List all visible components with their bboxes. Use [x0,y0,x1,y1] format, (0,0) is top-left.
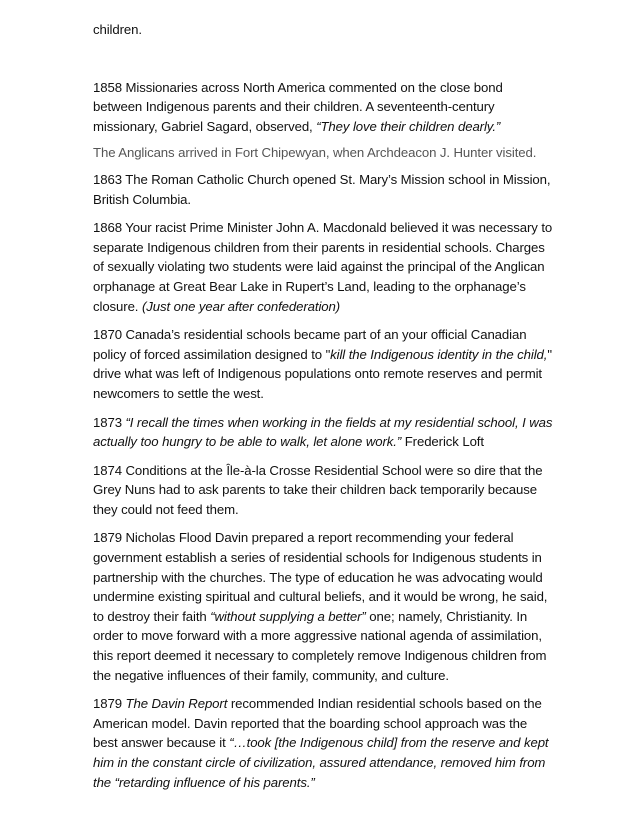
italic-text: kill the Indigenous identity in the child, [330,346,548,362]
paragraph-1873 [93,413,555,452]
italic-text: “…took [the Indigenous child] from the reserve and kept him in the constant circle of civilization, assured attendance, removed him from the “retarding influence of his parents.” [93,735,549,790]
paragraph-1858 [93,78,555,137]
text-run: 1868 Your racist Prime Minister John A. Macdonald believed it was necessary to separate Indigenous children from their parents in residential schools. Charges of sexually violating two students were laid against the principal of the Anglican orphanage at Great Bear Lake in Rupert’s Land, leading to the orphanage’s closure. [93,220,553,314]
paragraph-1870 [93,325,555,403]
text-run: 1874 Conditions at the Île-à-la Crosse Residential School were so dire that the Grey Nuns had to ask parents to take their children back temporarily because they could not feed them. [93,462,543,517]
text-run: 1870 Canada’s residential schools became part of an your official Canadian policy of forced assimilation designed to " [93,327,527,362]
paragraph-1868 [93,218,555,316]
paragraph-anglicans [93,143,555,163]
italic-text: “I recall the times when working in the fields at my residential school, I was actually too hungry to be able to walk, let alone work.” [93,414,553,450]
paragraph-1879-davin-report [93,694,555,792]
text-run: recommended Indian residential schools based on the American model. Davin reported that the boarding school approach was the best answer because it [93,696,542,751]
text-run: 1873 [93,414,126,430]
paragraph-1879-davin [93,528,555,685]
text-run: 1879 [93,696,126,712]
italic-text: (Just one year after confederation) [141,298,341,314]
italic-text: “without supplying a better” [210,608,366,624]
text-run: " drive what was left of Indigenous populations onto remote reserves and permit newcomers to settle the west. [93,346,552,401]
italic-text: The Davin Report [125,696,228,712]
text-run: 1863 The Roman Catholic Church opened St. Mary’s Mission school in Mission, British Columbia. [93,171,551,207]
document-page [93,20,555,801]
italic-text: “They love their children dearly.” [316,118,501,134]
paragraph-1874 [93,461,555,520]
text-run: The Anglicans arrived in Fort Chipewyan, when Archdeacon J. Hunter visited. [93,145,537,161]
text-run: children. [93,22,142,37]
text-run: 1858 Missionaries across North America commented on the close bond between Indigenous parents and their children. A seventeenth-century missionary, Gabriel Sagard, observed, [93,79,503,134]
paragraph-1863 [93,170,555,209]
text-run: 1879 Nicholas Flood Davin prepared a report recommending your federal government establish a series of residential schools for Indigenous students in partnership with the churches. The type of education he was advocating would undermine existing spiritual and cultural beliefs, and it would be wrong, he said, to destroy their faith [93,530,548,624]
text-run: one; namely, Christianity. In order to move forward with a more aggressive national agenda of assimilation, this report deemed it necessary to completely remove Indigenous children from the negative influences of their family, community, and culture. [93,608,547,683]
paragraph-continuation [93,20,555,40]
text-run: Frederick Loft [401,434,484,450]
